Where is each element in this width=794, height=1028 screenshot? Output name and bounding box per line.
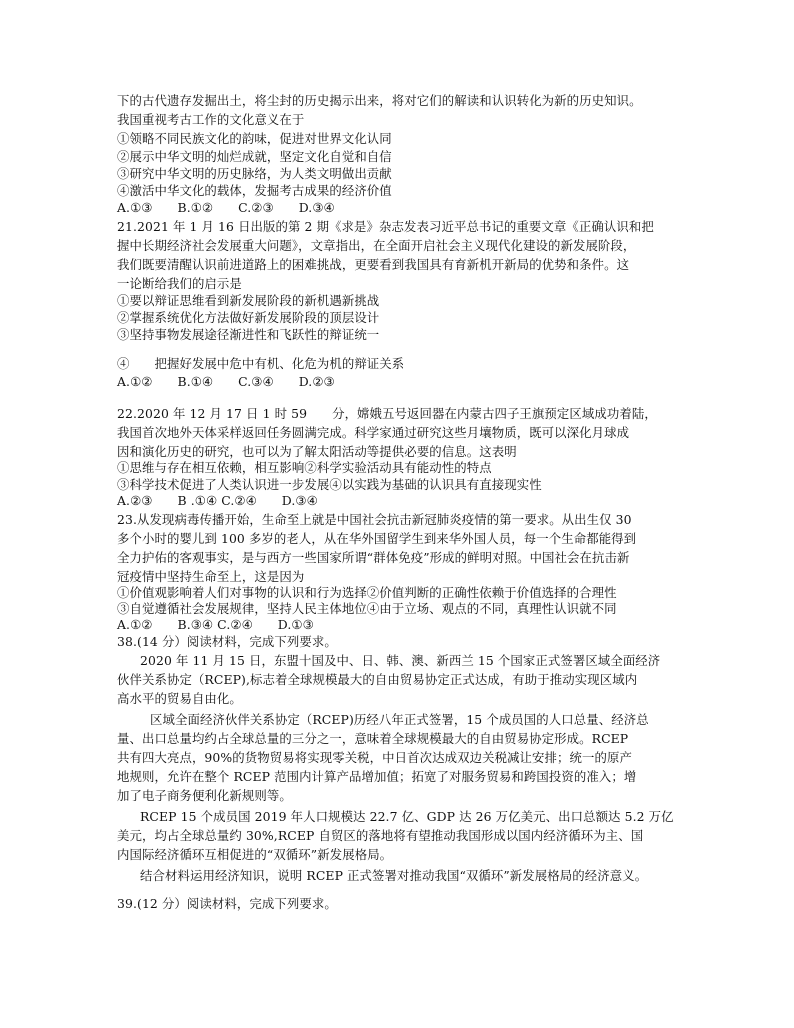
- prev-question-option-1: ①领略不同民族文化的韵味，促进对世界文化认同: [117, 131, 392, 146]
- q21-option-3: ③坚持事物发展途径渐进性和飞跃性的辩证统一: [117, 327, 380, 342]
- q22-answers: A.②③ B .①④ C.②④ D.③④: [117, 493, 318, 508]
- prev-question-option-2: ②展示中华文明的灿烂成就，坚定文化自觉和自信: [117, 149, 392, 164]
- prev-question-option-3: ③研究中华文明的历史脉络，为人类文明做出贡献: [117, 166, 392, 181]
- q38-para1-line-2: 伙伴关系协定（RCEP),标志着全球规模最大的自由贸易协定正式达成，有助于推动实现区域内: [117, 672, 638, 687]
- q39-heading: 39.(12 分）阅读材料，完成下列要求。: [117, 896, 337, 911]
- q21-line-1: 21.2021 年 1 月 16 日出版的第 2 期《求是》杂志发表习近平总书记的重要文章《正确认识和把: [117, 219, 654, 234]
- q38-para3-line-3: 内国际经济循环互相促进的“双循环”新发展格局。: [117, 847, 393, 862]
- q23-line-2: 多个小时的婴儿到 100 多岁的老人，从在华外国留学生到来华外国人员，每一个生命都能得到: [117, 531, 637, 546]
- q38-para2-line-1: 区域全面经济伙伴关系协定（RCEP)历经八年正式签署，15 个成员国的人口总量、经济总: [150, 712, 649, 727]
- q38-para2-line-2: 量、出口总量均约占全球总量的三分之一，意味着全球规模最大的自由贸易协定形成。RCEP: [117, 731, 629, 746]
- q22-option-3-4: ③科学技术促进了人类认识进一步发展④以实践为基础的认识具有直接现实性: [117, 477, 542, 492]
- q23-line-1: 23.从发现病毒传播开始，生命至上就是中国社会抗击新冠肺炎疫情的第一要求。从出生仅 30: [117, 512, 632, 527]
- prev-question-option-4: ④激活中华文化的载体，发掘考古成果的经济价值: [117, 183, 392, 198]
- q23-answers: A.①② B.③④ C.②④ D.①③: [117, 617, 314, 632]
- q38-para1-line-1: 2020 年 11 月 15 日，东盟十国及中、日、韩、澳、新西兰 15 个国家正式签署区域全面经济: [140, 653, 661, 668]
- prev-question-answers: A.①③ B.①② C.②③ D.③④: [117, 200, 335, 215]
- q23-line-3: 全力护佑的客观事实，是与西方一些国家所谓“群体免疫”形成的鲜明对照。中国社会在抗击新: [117, 550, 630, 565]
- q22-line-1: 22.2020 年 12 月 17 日 1 时 59 分，嫦娥五号返回器在内蒙古四子王旗预定区域成功着陆，: [117, 406, 657, 421]
- q23-option-1-2: ①价值观影响着人们对事物的认识和行为选择②价值判断的正确性依赖于价值选择的合理性: [117, 585, 617, 600]
- q21-option-4: ④ 把握好发展中危中有机、化危为机的辩证关系: [117, 356, 405, 371]
- q38-para1-line-3: 高水平的贸易自由化。: [117, 691, 242, 706]
- q38-para3-line-1: RCEP 15 个成员国 2019 年人口规模达 22.7 亿、GDP 达 26 万亿美元、出口总额达 5.2 万亿: [140, 809, 674, 824]
- q38-para2-line-5: 加了电子商务便利化新规则等。: [117, 788, 292, 803]
- q21-option-2: ②掌握系统优化方法做好新发展阶段的顶层设计: [117, 310, 380, 325]
- q21-line-2: 握中长期经济社会发展重大问题》，文章指出，在全面开启社会主义现代化建设的新发展阶段，: [117, 238, 636, 253]
- q21-line-3: 我们既要清醒认识前进道路上的困难挑战，更要看到我国具有育新机开新局的优势和条件。这: [117, 257, 630, 272]
- q22-line-2: 我国首次地外天体采样返回任务圆满完成。科学家通过研究这些月壤物质，既可以深化月球成: [117, 425, 630, 440]
- q38-para3-line-2: 美元，均占全球总量约 30%,RCEP 自贸区的落地将有望推动我国形成以国内经济循环为主、国: [117, 828, 644, 843]
- q38-question: 结合材料运用经济知识，说明 RCEP 正式签署对推动我国“双循环”新发展格局的经济意义。: [140, 868, 648, 883]
- q22-line-3: 因和演化历史的研究，也可以为了解太阳活动等提供必要的信息。这表明: [117, 444, 517, 459]
- q21-option-1: ①要以辩证思维看到新发展阶段的新机遇新挑战: [117, 293, 380, 308]
- q38-para2-line-4: 地规则，允许在整个 RCEP 范围内计算产品增加值；拓宽了对服务贸易和跨国投资的准入；增: [117, 769, 637, 784]
- q22-option-1-2: ①思维与存在相互依赖，相互影响②科学实验活动具有能动性的特点: [117, 460, 492, 475]
- q21-answers: A.①② B.①④ C.③④ D.②③: [117, 374, 335, 389]
- q23-line-4: 冠疫情中坚持生命至上，这是因为: [117, 569, 305, 584]
- q21-line-4: 一论断给我们的启示是: [117, 276, 242, 291]
- q23-option-3-4: ③自觉遵循社会发展规律，坚持人民主体地位④由于立场、观点的不同，真理性认识就不同: [117, 601, 617, 616]
- prev-question-stem: 我国重视考古工作的文化意义在于: [117, 112, 305, 127]
- q38-heading: 38.(14 分）阅读材料，完成下列要求。: [117, 634, 337, 649]
- q38-para2-line-3: 共有四大亮点，90%的货物贸易将实现零关税，中日首次达成双边关税减让安排；统一的原产: [117, 750, 632, 765]
- prev-question-line-1: 下的古代遗存发掘出土，将尘封的历史揭示出来，将对它们的解读和认识转化为新的历史知识。: [117, 93, 642, 108]
